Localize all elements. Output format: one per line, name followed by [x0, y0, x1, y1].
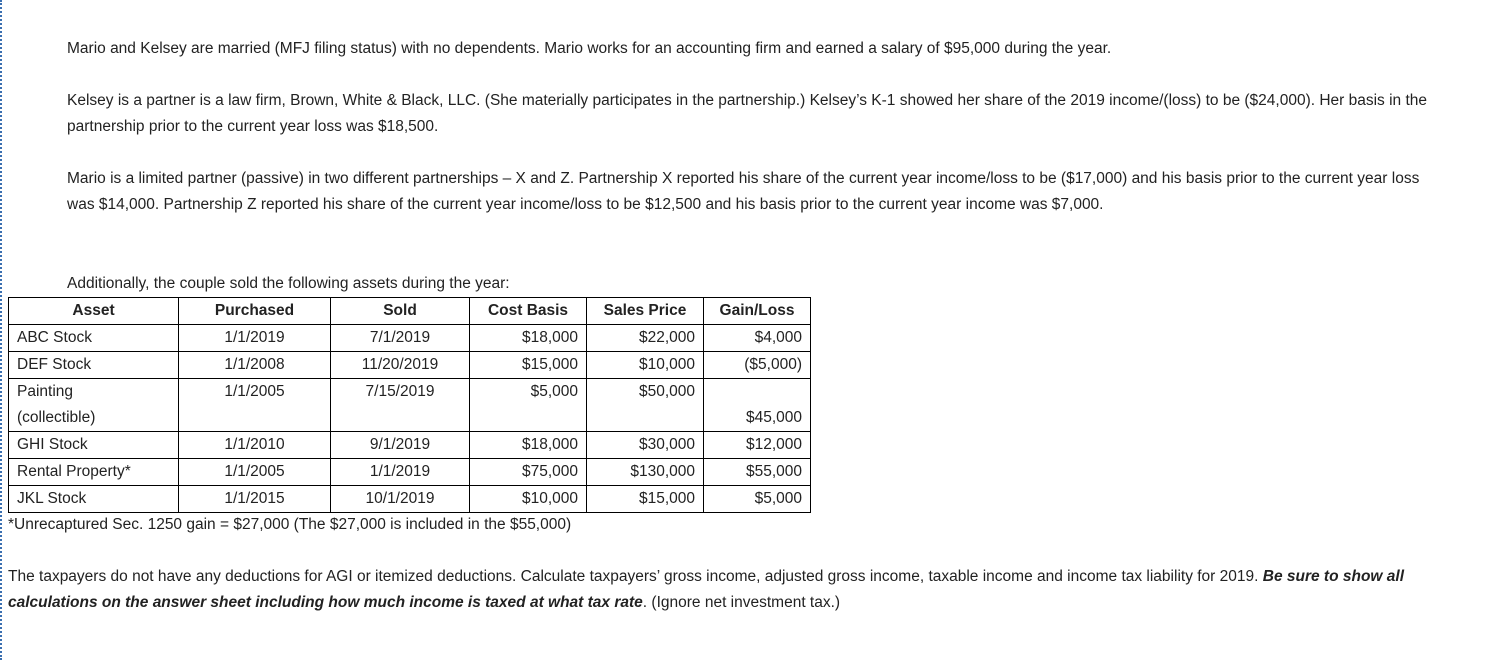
table-footnote: *Unrecaptured Sec. 1250 gain = $27,000 (The $27,000 is included in the $55,000)	[8, 516, 572, 533]
table-row	[9, 459, 811, 486]
cell-asset: ABC Stock	[9, 325, 179, 352]
table-row	[9, 432, 811, 459]
cell-sold: 10/1/2019	[331, 486, 470, 513]
paragraph-mario-partnerships: Mario is a limited partner (passive) in two different partnerships – X and Z. Partnership X reported his share of the current year income/loss to be ($17,000) and his basis prior to the current year loss was $14,000. Partnership Z reported his share of the current year income/loss to be $12,500 and his basis prior to the current year income was $7,000.	[67, 170, 1420, 213]
cell-cost-basis: $18,000	[470, 325, 587, 352]
cell-purchased: 1/1/2015	[179, 486, 331, 513]
header-cost-basis: Cost Basis	[470, 298, 587, 325]
cell-asset: GHI Stock	[9, 432, 179, 459]
cell-asset: DEF Stock	[9, 352, 179, 379]
instructions-text-end: . (Ignore net investment tax.)	[642, 594, 841, 611]
table-row-continuation	[9, 405, 811, 432]
cell-gain-loss: ($5,000)	[704, 352, 811, 379]
cell-asset-line2: (collectible)	[9, 405, 179, 432]
table-row	[9, 325, 811, 352]
cell-asset: Painting	[9, 379, 179, 406]
cell-purchased: 1/1/2008	[179, 352, 331, 379]
cell-gain-loss: $12,000	[704, 432, 811, 459]
cell-gain-loss: $5,000	[704, 486, 811, 513]
cell-cost-basis: $10,000	[470, 486, 587, 513]
cell-purchased: 1/1/2005	[179, 379, 331, 406]
paragraph-assets-intro: Additionally, the couple sold the following assets during the year:	[67, 275, 510, 292]
cell-sales-price: $15,000	[587, 486, 704, 513]
header-sales-price: Sales Price	[587, 298, 704, 325]
paragraph-instructions	[8, 564, 1448, 616]
header-purchased: Purchased	[179, 298, 331, 325]
table-row	[9, 486, 811, 513]
cell-sold: 1/1/2019	[331, 459, 470, 486]
table-row	[9, 379, 811, 406]
assets-table	[8, 297, 811, 513]
table-row	[9, 352, 811, 379]
table-header-row	[9, 298, 811, 325]
cell-gain-loss: $4,000	[704, 325, 811, 352]
instructions-emphasis: Be sure to show all calculations on the answer sheet including how much income is taxed at what tax rate	[8, 568, 1405, 611]
cell-sales-price: $30,000	[587, 432, 704, 459]
cell-cost-basis: $5,000	[470, 379, 587, 406]
cell-purchased: 1/1/2010	[179, 432, 331, 459]
header-gain-loss: Gain/Loss	[704, 298, 811, 325]
cell-sales-price: $130,000	[587, 459, 704, 486]
instructions-text: The taxpayers do not have any deductions for AGI or itemized deductions. Calculate taxpayers’ gross income, adjusted gross income, taxable income and income tax liability for 2019.	[8, 568, 1263, 585]
cell-sales-price: $10,000	[587, 352, 704, 379]
cell-sold: 11/20/2019	[331, 352, 470, 379]
cell-cost-basis: $15,000	[470, 352, 587, 379]
cell-sales-price: $50,000	[587, 379, 704, 406]
cell-sold: 7/15/2019	[331, 379, 470, 406]
paragraph-kelsey-partnership: Kelsey is a partner is a law firm, Brown, White & Black, LLC. (She materially participates in the partnership.) Kelsey’s K-1 showed her share of the 2019 income/(loss) to be ($24,000). Her basis in the partnership prior to the current year loss was $18,500.	[67, 92, 1428, 135]
dotted-left-border	[0, 0, 2, 660]
cell-gain-loss: $55,000	[704, 459, 811, 486]
cell-sold: 7/1/2019	[331, 325, 470, 352]
cell-asset: JKL Stock	[9, 486, 179, 513]
header-sold: Sold	[331, 298, 470, 325]
paragraph-filing-status: Mario and Kelsey are married (MFJ filing status) with no dependents. Mario works for an accounting firm and earned a salary of $95,000 during the year.	[67, 40, 1112, 57]
cell-sales-price: $22,000	[587, 325, 704, 352]
cell-purchased: 1/1/2005	[179, 459, 331, 486]
cell-sold: 9/1/2019	[331, 432, 470, 459]
cell-gain-loss: $45,000	[704, 405, 811, 432]
cell-cost-basis: $75,000	[470, 459, 587, 486]
cell-purchased: 1/1/2019	[179, 325, 331, 352]
header-asset: Asset	[9, 298, 179, 325]
cell-cost-basis: $18,000	[470, 432, 587, 459]
cell-asset: Rental Property*	[9, 459, 179, 486]
